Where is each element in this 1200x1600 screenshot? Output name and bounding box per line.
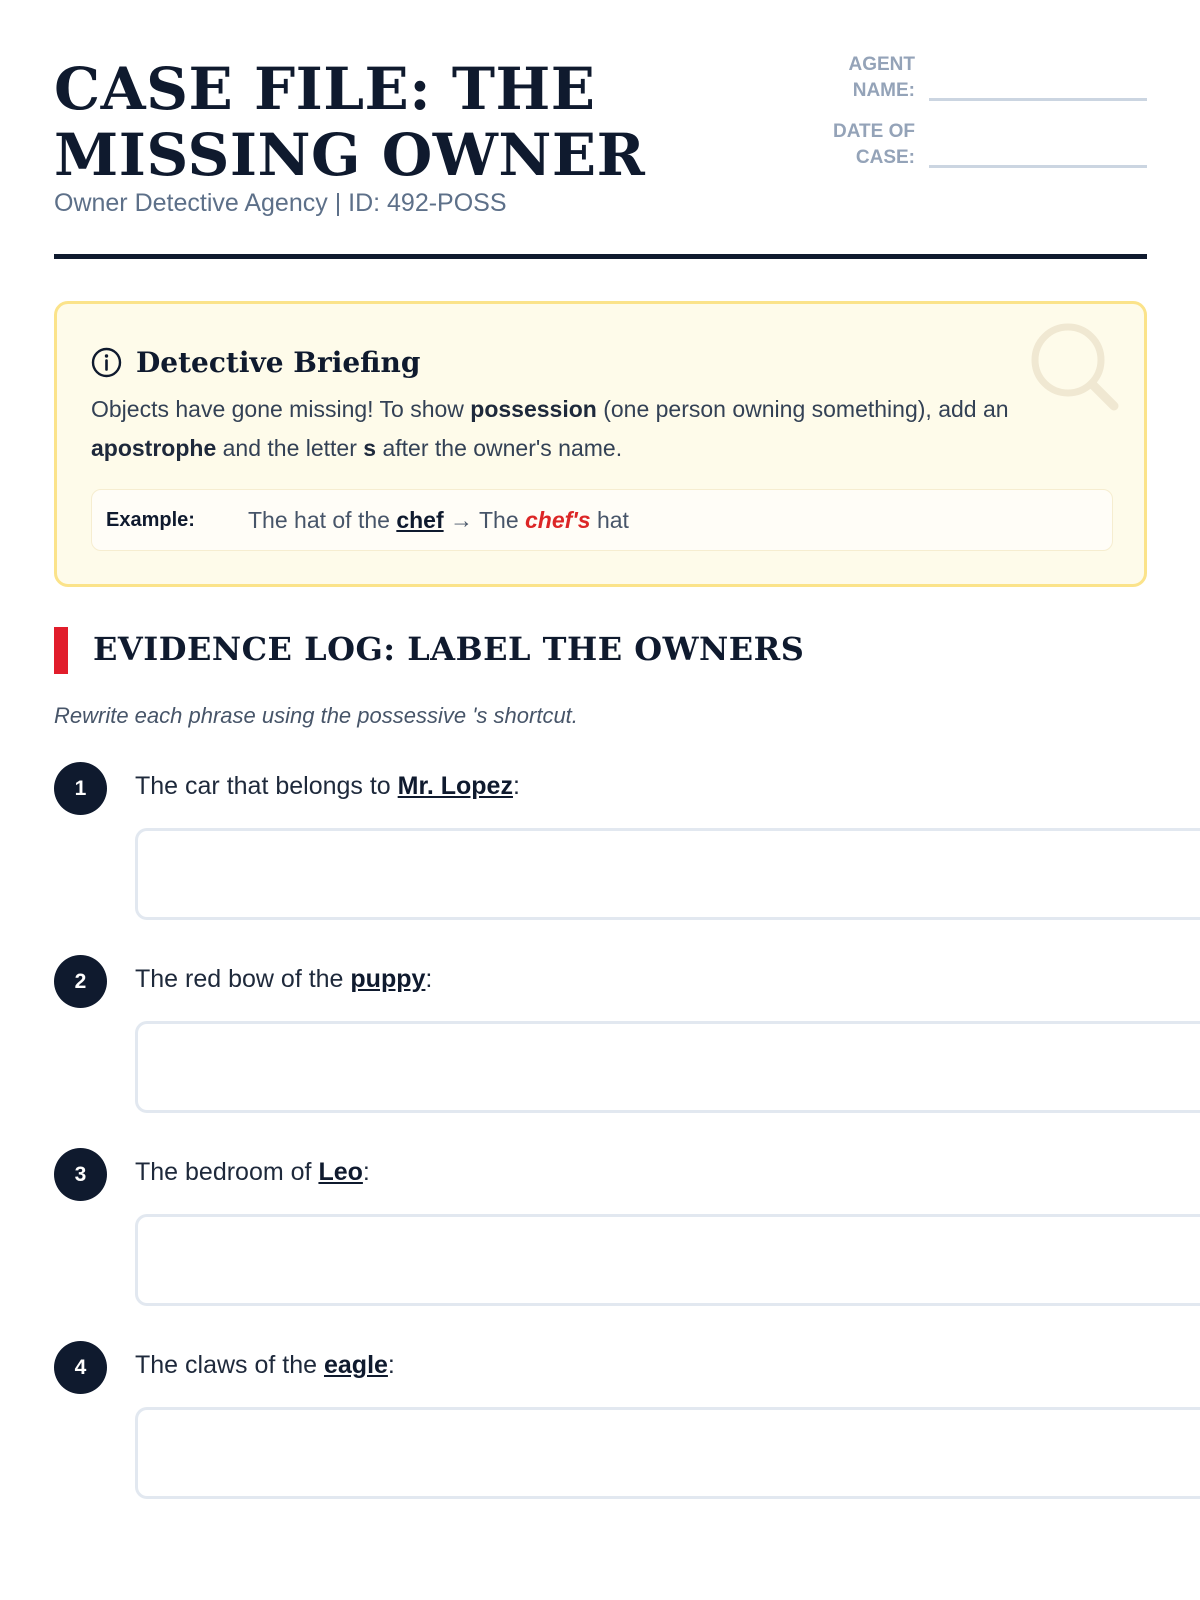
question-prompt: The car that belongs to Mr. Lopez: <box>135 772 520 800</box>
question-prompt: The bedroom of Leo: <box>135 1158 370 1186</box>
section-accent-bar <box>54 627 68 674</box>
date-of-case-field <box>815 119 1147 171</box>
question-item <box>54 1341 1200 1511</box>
briefing-title: Detective Briefing <box>136 346 421 379</box>
question-number-badge: 2 <box>54 955 107 1008</box>
date-of-case-label: DATE OF CASE: <box>833 121 915 168</box>
question-prompt: The red bow of the puppy: <box>135 965 433 993</box>
example-text: The hat of the chef → The chef's hat <box>248 506 629 533</box>
section-title: EVIDENCE LOG: LABEL THE OWNERS <box>93 630 805 668</box>
question-number-badge: 3 <box>54 1148 107 1201</box>
info-circle-icon <box>91 347 122 378</box>
agent-name-label: AGENT NAME: <box>848 54 915 101</box>
answer-box[interactable] <box>135 1021 1200 1113</box>
page-title: CASE FILE: THE MISSING OWNER <box>54 55 646 189</box>
owner-name: eagle <box>323 1351 388 1379</box>
worksheet-header <box>54 52 1147 262</box>
detective-briefing-box <box>54 301 1147 587</box>
agent-name-field <box>815 52 1147 104</box>
date-of-case-line[interactable] <box>929 165 1147 168</box>
section-instruction: Rewrite each phrase using the possessive 's shortcut. <box>54 703 578 728</box>
owner-name: puppy <box>350 965 426 993</box>
briefing-text: Objects have gone missing! To show possession (one person owning something), add an apostrophe and the letter s after the owner's name. <box>91 396 1009 461</box>
example-owner: chef <box>396 506 444 533</box>
header-divider <box>54 254 1147 259</box>
example-possessive: chef's <box>525 506 591 533</box>
page-subtitle: Owner Detective Agency | ID: 492-POSS <box>54 189 507 217</box>
answer-box[interactable] <box>135 1407 1200 1499</box>
example-box <box>91 489 1113 551</box>
answer-box[interactable] <box>135 1214 1200 1306</box>
question-item <box>54 1148 1200 1318</box>
question-item <box>54 762 1200 932</box>
question-prompt: The claws of the eagle: <box>135 1351 395 1379</box>
question-number-badge: 1 <box>54 762 107 815</box>
agent-name-line[interactable] <box>929 98 1147 101</box>
question-number-badge: 4 <box>54 1341 107 1394</box>
example-label: Example: <box>106 508 195 531</box>
owner-name: Leo <box>318 1158 363 1186</box>
question-item <box>54 955 1200 1125</box>
owner-name: Mr. Lopez <box>397 772 513 800</box>
answer-box[interactable] <box>135 828 1200 920</box>
briefing-heading <box>91 346 420 379</box>
